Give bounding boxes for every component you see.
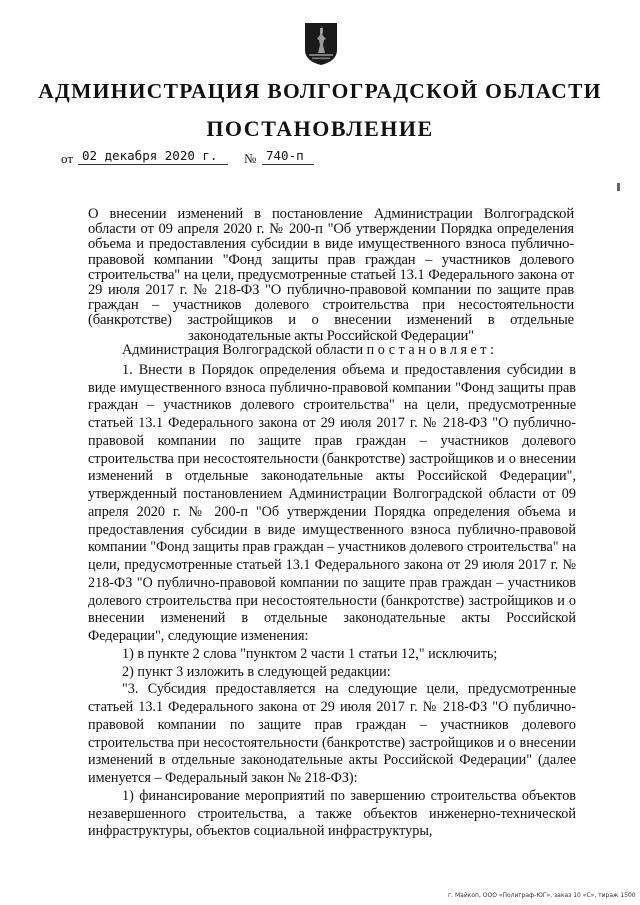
document-body [88, 342, 576, 841]
organization-name: АДМИНИСТРАЦИЯ ВОЛГОГРАДСКОЙ ОБЛАСТИ [38, 79, 602, 103]
paragraph: 2) пункт 3 изложить в следующей редакции: [122, 663, 391, 680]
date-label: от [61, 151, 74, 166]
number-label: № [244, 151, 257, 166]
printer-imprint: г. Майкоп, ООО «Полиграф-ЮГ», заказ 10 «С», тираж 1500 [448, 892, 636, 899]
date-number-line [0, 148, 640, 170]
paragraph: 1. Внести в Порядок определения объема и предоставления субсидии в виде имущественного взноса публично-правовой компании "Фонд защиты прав граждан – участников долевого строительства" на цели, предусмотренные статьей 13.1 Федерального закона от 29 июля 2017 г. № 218-ФЗ "О публично-правовой компании по защите прав граждан – участников долевого строительства при несостоятельности (банкротстве) застройщиков и о внесении изменений в отдельные законодательные акты Российской Федерации", утвержденный постановлением Администрации Волгоградской области от 09 апреля 2020 г. № 200-п "Об утверждении Порядка определения объема и предоставления субсидии в виде имущественного взноса публично-правовой компании "Фонд защиты прав граждан – участников долевого строительства" на цели, предусмотренные статьей 13.1 Федерального закона от 29 июля 2017 г. № 218-ФЗ "О публично-правовой компании по защите прав граждан – участников долевого строительства при несостоятельности (банкротстве) застройщиков и о внесении изменений в отдельные законодательные акты Российской Федерации", следующие изменения: [88, 361, 576, 644]
intro-prefix: Администрация Волгоградской области [122, 342, 367, 358]
intro-resolves: постановляет: [366, 342, 498, 358]
paragraph: 1) в пункте 2 слова "пунктом 2 части 1 статьи 12," исключить; [122, 645, 498, 662]
coat-of-arms-icon [304, 22, 338, 66]
paragraph: 1) финансирование мероприятий по завершению строительства объектов незавершенного строительства, а также объектов инженерно-технической инфраструктуры, объектов социальной инфраструктуры, [88, 787, 576, 840]
document-date: 02 декабря 2020 г. [78, 148, 228, 165]
paragraph: "3. Субсидия предоставляется на следующие цели, предусмотренные статьей 13.1 Федерального закона от 29 июля 2017 г. № 218-ФЗ "О публично-правовой компании по защите прав граждан – участников долевого строительства при несостоятельности (банкротстве) застройщиков и о внесении изменений в отдельные законодательные акты Российской Федерации" (далее именуется – Федеральный закон № 218-ФЗ): [88, 681, 576, 786]
document-number: 740-п [262, 148, 314, 165]
document-title: О внесении изменений в постановление Администрации Волгоградской области от 09 апреля 2020 г. № 200-п "Об утверждении Порядка определения объема и предоставления субсидии в виде имущественного взноса публично-правовой компании "Фонд защиты прав граждан – участников долевого строительства" на цели, предусмотренные статьей 13.1 Федерального закона от 29 июля 2017 г. № 218-ФЗ "О публично-правовой компании по защите прав граждан – участников долевого строительства при несостоятельности (банкротстве) застройщиков и о внесении изменений в отдельные законодательные акты Российской Федерации" [88, 206, 574, 344]
scan-mark [617, 183, 620, 191]
document-type: ПОСТАНОВЛЕНИЕ [206, 116, 434, 141]
intro-line [88, 342, 576, 360]
